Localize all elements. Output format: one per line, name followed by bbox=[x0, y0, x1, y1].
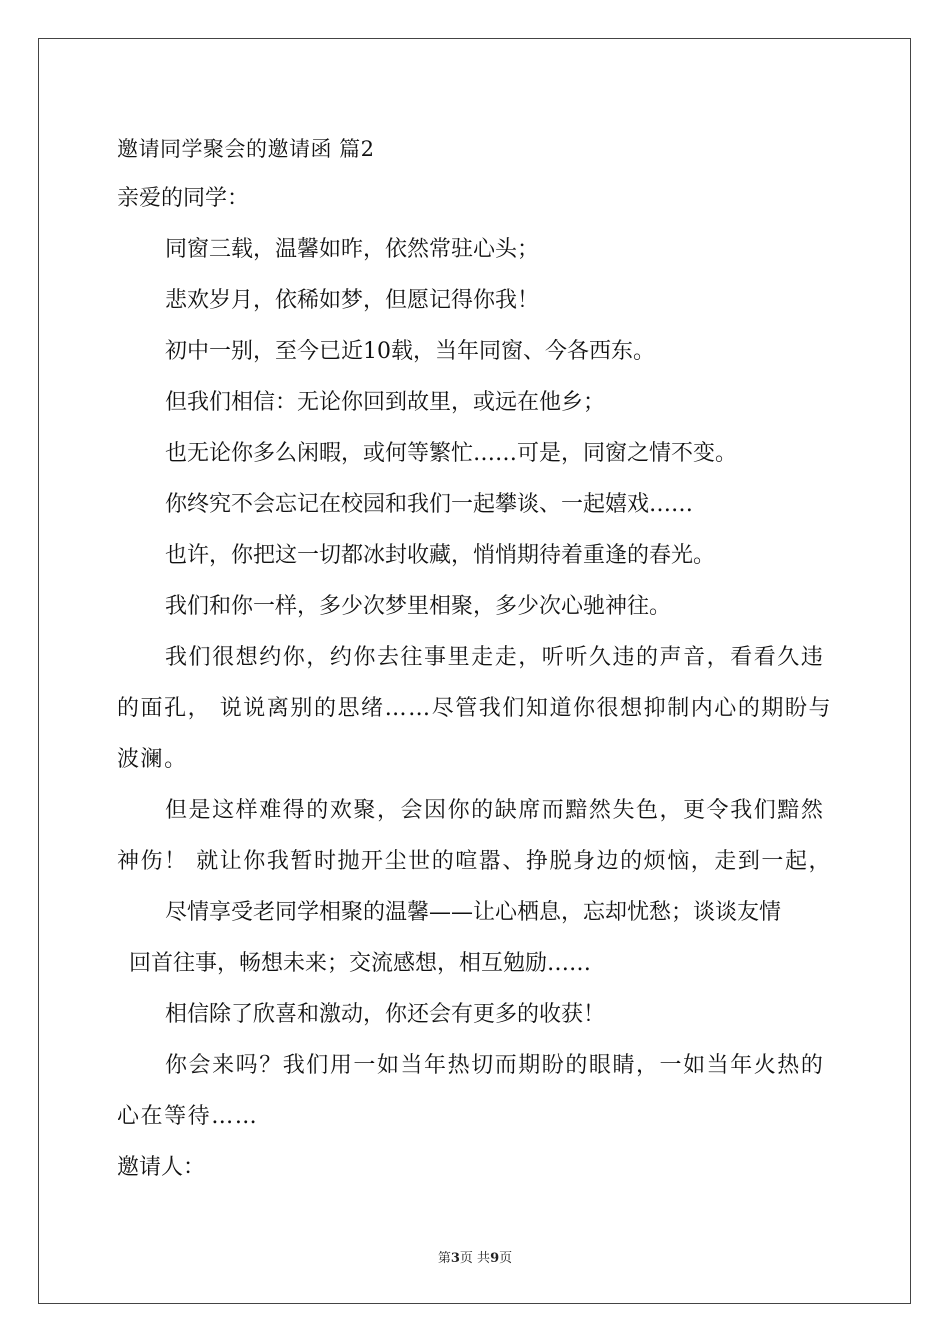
salutation: 亲爱的同学： bbox=[117, 186, 250, 211]
paragraph-miss-you: 我们很想约你，约你去往事里走走，听听久违的声音，看看久违的面孔， 说说离别的思绪……尽管我们知道你很想抑制内心的期盼与波澜。 bbox=[117, 645, 833, 772]
text-line: 但我们相信：无论你回到故里，或远在他乡； bbox=[165, 390, 606, 415]
footer-page-suffix: 页 bbox=[499, 1251, 513, 1266]
text-line: 相信除了欣喜和激动，你还会有更多的收获！ bbox=[165, 1002, 606, 1027]
inviter-label: 邀请人： bbox=[117, 1155, 206, 1180]
text-line: 我们和你一样，多少次梦里相聚，多少次心驰神往。 bbox=[165, 594, 672, 619]
footer-page-mid: 页 共 bbox=[459, 1251, 491, 1266]
text-line: 也无论你多么闲暇，或何等繁忙……可是，同窗之情不变。 bbox=[165, 441, 738, 466]
text-line: 你终究不会忘记在校园和我们一起攀谈、一起嬉戏…… bbox=[165, 492, 694, 517]
footer-page-total: 9 bbox=[490, 1251, 500, 1266]
text-line: 尽情享受老同学相聚的温馨——让心栖息，忘却忧愁；谈谈友情 bbox=[165, 900, 782, 925]
text-line: 初中一别，至今已近10载，当年同窗、今各西东。 bbox=[165, 339, 655, 364]
footer-page-prefix: 第 bbox=[437, 1251, 451, 1266]
text-line: 同窗三载，温馨如昨，依然常驻心头； bbox=[165, 237, 540, 262]
footer-page-current: 3 bbox=[450, 1251, 460, 1266]
text-line: 悲欢岁月，依稀如梦，但愿记得你我！ bbox=[165, 288, 540, 313]
text-line: 也许，你把这一切都冰封收藏，悄悄期待着重逢的春光。 bbox=[165, 543, 716, 568]
page-footer bbox=[0, 1247, 950, 1266]
paragraph-rare-gathering: 但是这样难得的欢聚，会因你的缺席而黯然失色，更令我们黯然神伤！ 就让你我暂时抛开尘世的喧嚣、挣脱身边的烦恼，走到一起， bbox=[117, 798, 833, 874]
document-title: 邀请同学聚会的邀请函 篇2 bbox=[117, 137, 375, 161]
document-body bbox=[117, 128, 837, 1193]
text-line: 回首往事，畅想未来；交流感想，相互勉励…… bbox=[129, 951, 592, 976]
paragraph-will-you-come: 你会来吗？我们用一如当年热切而期盼的眼睛，一如当年火热的心在等待…… bbox=[117, 1053, 825, 1129]
